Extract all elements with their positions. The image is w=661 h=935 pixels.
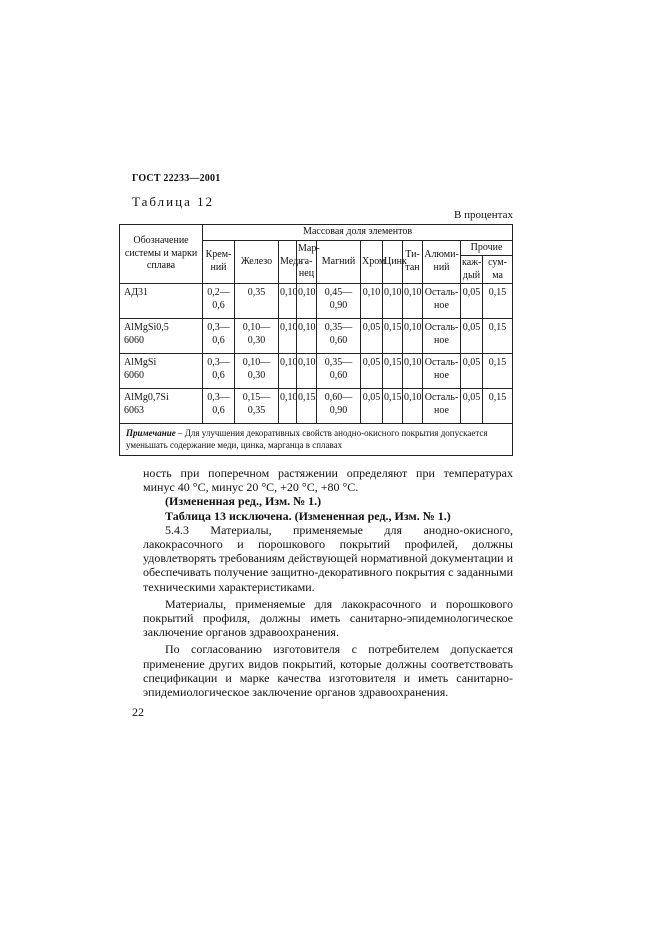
header-other-each: каж- дый — [461, 256, 483, 284]
cell-zinc: 0,10 — [383, 284, 403, 319]
header-silicon: Крем- ний — [203, 240, 235, 284]
note-text: – Для улучшения декоративных свойств анодно-окисного покрытия допускается уменьшать содержание меди, цинка, марганца в сплавах — [126, 428, 488, 451]
note-label: Примечание — [126, 428, 176, 438]
cell-silicon: 0,3— 0,6 — [203, 354, 235, 389]
cell-magnesium: 0,35— 0,60 — [317, 319, 361, 354]
cell-silicon: 0,3— 0,6 — [203, 319, 235, 354]
table-row — [120, 389, 513, 424]
table-note — [120, 424, 513, 456]
cell-manganese: 0,10 — [297, 284, 317, 319]
cell-magnesium: 0,60— 0,90 — [317, 389, 361, 424]
cell-manganese: 0,10 — [297, 319, 317, 354]
cell-other-each: 0,05 — [461, 319, 483, 354]
cell-aluminium: Осталь- ное — [423, 284, 461, 319]
cell-aluminium: Осталь- ное — [423, 354, 461, 389]
paragraph-amendment: (Измененная ред., Изм. № 1.) — [165, 494, 322, 509]
header-copper: Медь — [279, 240, 297, 284]
cell-zinc: 0,15 — [383, 319, 403, 354]
paragraph-materials: Материалы, применяемые для лакокрасочного и порошкового покрытий профиля, должны иметь санитарно-эпидемиологическое заключение органов здравоохранения. — [143, 596, 513, 640]
paragraph-temperatures: ность при поперечном растяжении определяют при температурах минус 40 °С, минус 20 °С, +20 °С, +80 °С. — [143, 466, 513, 495]
table-note-row — [120, 424, 513, 456]
header-other: Прочие — [461, 240, 513, 256]
cell-aluminium: Осталь- ное — [423, 319, 461, 354]
cell-other-sum: 0,15 — [483, 389, 513, 424]
cell-copper: 0,10 — [279, 284, 297, 319]
table-units: В процентах — [454, 209, 513, 221]
cell-iron: 0,35 — [235, 284, 279, 319]
cell-manganese: 0,10 — [297, 354, 317, 389]
cell-copper: 0,10 — [279, 354, 297, 389]
cell-other-each: 0,05 — [461, 284, 483, 319]
cell-designation: AlMgSi0,5 6060 — [120, 319, 203, 354]
table-row — [120, 354, 513, 389]
cell-designation: AlMgSi 6060 — [120, 354, 203, 389]
table-row — [120, 319, 513, 354]
header-magnesium: Магний — [317, 240, 361, 284]
cell-titanium: 0,10 — [403, 389, 423, 424]
alloy-composition-table — [119, 224, 513, 456]
cell-other-sum: 0,15 — [483, 319, 513, 354]
cell-titanium: 0,10 — [403, 319, 423, 354]
body-text — [143, 466, 513, 699]
header-zinc: Цинк — [383, 240, 403, 284]
header-other-sum: сум- ма — [483, 256, 513, 284]
cell-silicon: 0,2— 0,6 — [203, 284, 235, 319]
paragraph-agreement: По согласованию изготовителя с потребителем допускается применение других видов покрытий, которые должны соответствовать спецификации и марке качества изготовителя и иметь санитарно-эпидемиологическое заключение органов здравоохранения. — [143, 642, 513, 700]
header-designation: Обозначение системы и марки сплава — [120, 225, 203, 284]
cell-chromium: 0,10 — [361, 284, 383, 319]
table-caption: Таблица 12 — [132, 194, 215, 209]
cell-designation: АД31 — [120, 284, 203, 319]
cell-titanium: 0,10 — [403, 284, 423, 319]
cell-other-sum: 0,15 — [483, 354, 513, 389]
cell-designation: AlMg0,7Si 6063 — [120, 389, 203, 424]
header-chromium: Хром — [361, 240, 383, 284]
cell-other-sum: 0,15 — [483, 284, 513, 319]
header-manganese: Мар- га- нец — [297, 240, 317, 284]
paragraph-table13-excluded: Таблица 13 исключена. (Измененная ред., Изм. № 1.) — [165, 508, 451, 523]
document-header: ГОСТ 22233—2001 — [132, 173, 221, 184]
cell-other-each: 0,05 — [461, 389, 483, 424]
cell-iron: 0,15— 0,35 — [235, 389, 279, 424]
cell-zinc: 0,15 — [383, 389, 403, 424]
cell-copper: 0,10 — [279, 389, 297, 424]
header-aluminium: Алюми- ний — [423, 240, 461, 284]
cell-other-each: 0,05 — [461, 354, 483, 389]
cell-iron: 0,10— 0,30 — [235, 319, 279, 354]
table-header-row-1 — [120, 225, 513, 241]
cell-chromium: 0,05 — [361, 319, 383, 354]
header-mass-fraction: Массовая доля элементов — [203, 225, 513, 241]
header-iron: Железо — [235, 240, 279, 284]
cell-chromium: 0,05 — [361, 354, 383, 389]
page-number: 22 — [132, 705, 144, 719]
cell-titanium: 0,10 — [403, 354, 423, 389]
header-titanium: Ти- тан — [403, 240, 423, 284]
cell-chromium: 0,05 — [361, 389, 383, 424]
cell-aluminium: Осталь- ное — [423, 389, 461, 424]
cell-iron: 0,10— 0,30 — [235, 354, 279, 389]
cell-silicon: 0,3— 0,6 — [203, 389, 235, 424]
cell-manganese: 0,15 — [297, 389, 317, 424]
cell-copper: 0,10 — [279, 319, 297, 354]
cell-magnesium: 0,45— 0,90 — [317, 284, 361, 319]
cell-zinc: 0,15 — [383, 354, 403, 389]
cell-magnesium: 0,35— 0,60 — [317, 354, 361, 389]
table-row — [120, 284, 513, 319]
paragraph-5-4-3: 5.4.3 Материалы, применяемые для анодно-окисного, лакокрасочного и порошкового покрытий профилей, должны удовлетворять требованиям действующей нормативной документации и обеспечивать получение защитно-декоративного покрытия с заданными техническими характеристиками. — [143, 522, 513, 594]
